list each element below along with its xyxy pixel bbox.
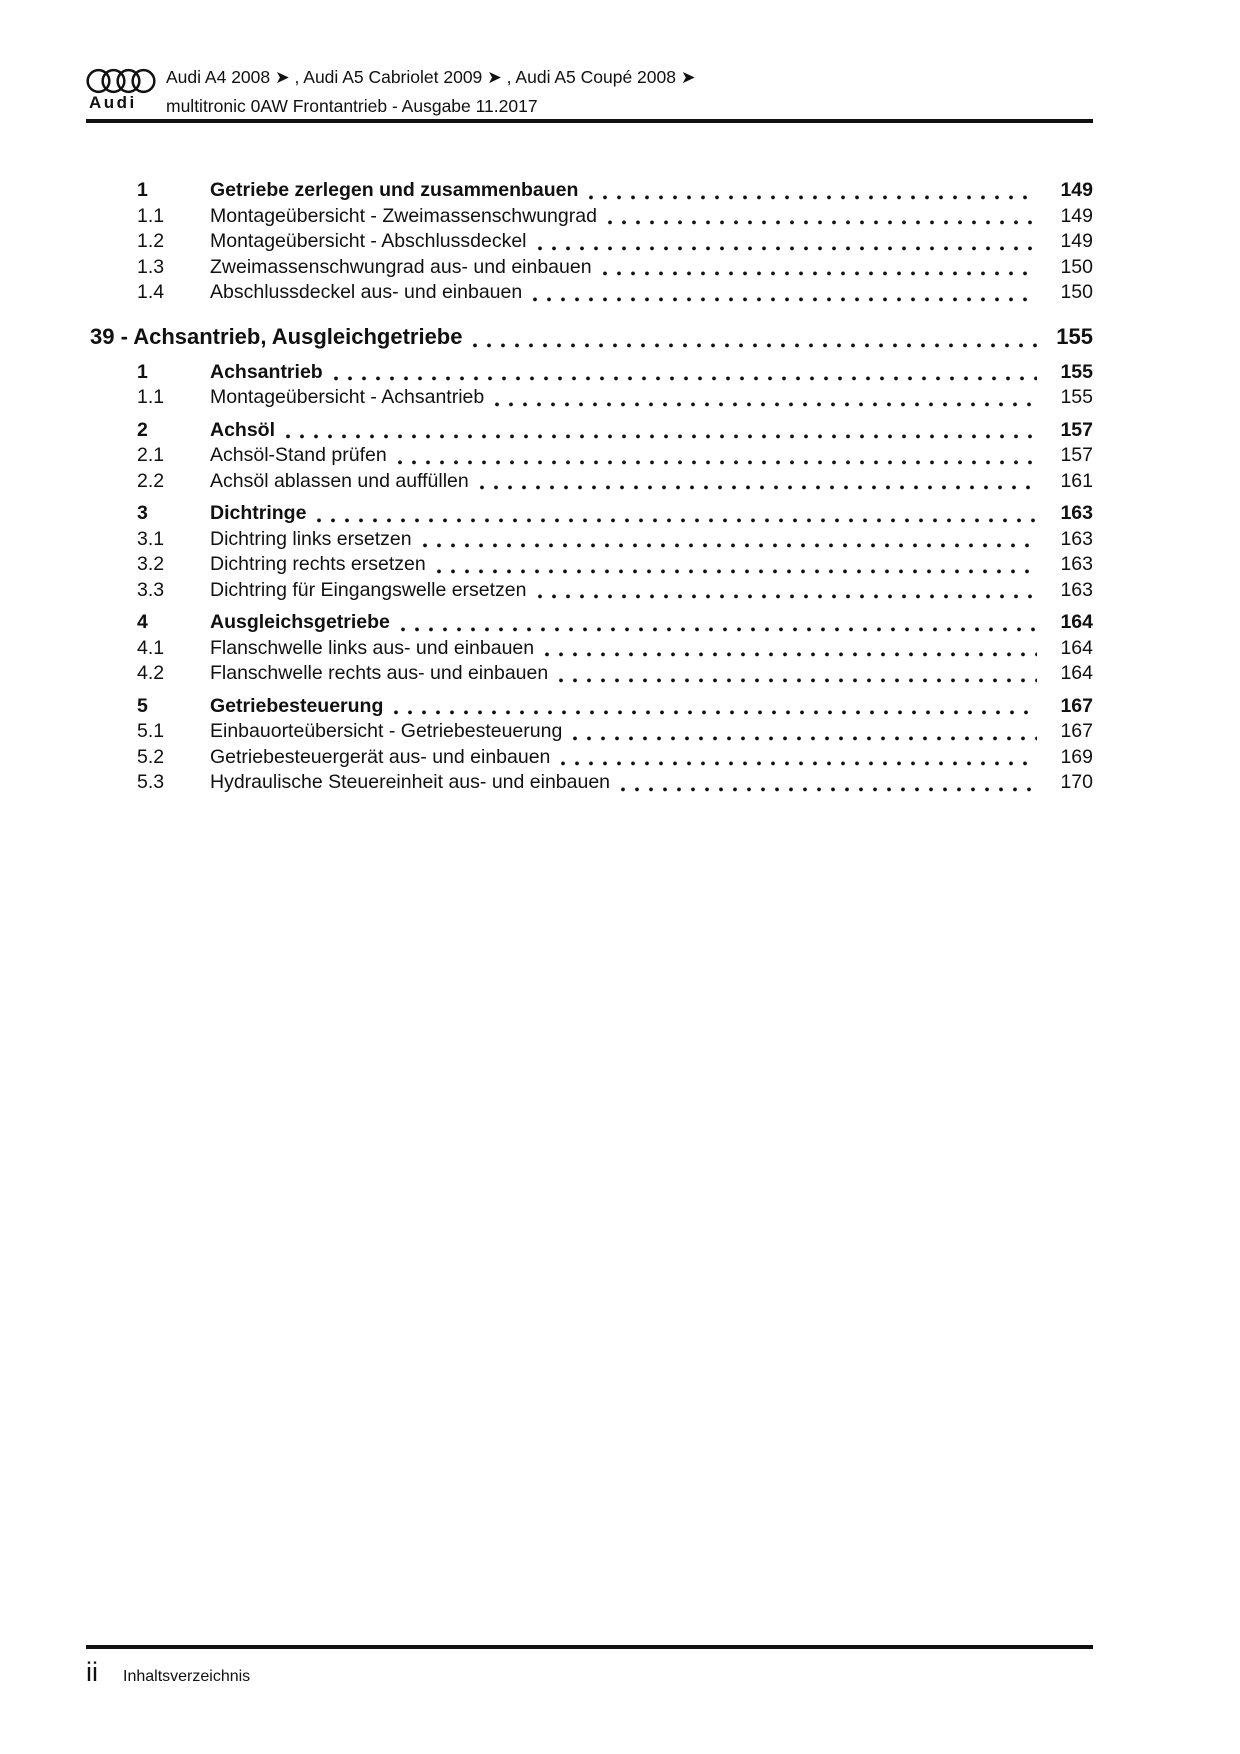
toc-entry-title: Montageübersicht - Abschlussdeckel xyxy=(210,230,527,252)
toc xyxy=(86,123,1093,796)
toc-entry-number: 5.1 xyxy=(137,720,165,742)
toc-entry xyxy=(86,694,1093,720)
toc-entry xyxy=(86,229,1093,255)
toc-entry-page: 157 xyxy=(1060,444,1093,466)
dot-leader xyxy=(559,678,1037,683)
dot-leader xyxy=(317,518,1037,523)
dot-leader xyxy=(437,569,1037,574)
dot-leader xyxy=(589,195,1037,200)
toc-entry-title: Ausgleichsgetriebe xyxy=(210,611,390,633)
audi-rings-icon xyxy=(86,68,164,94)
toc-entry-title: Achsantrieb xyxy=(210,360,323,383)
toc-entry xyxy=(86,719,1093,745)
dot-leader xyxy=(545,652,1037,657)
toc-entry-number: 1.3 xyxy=(137,255,165,278)
toc-entry-number: 2 xyxy=(137,418,148,441)
toc-entry xyxy=(86,280,1093,306)
toc-entry-page: 164 xyxy=(1060,636,1093,659)
toc-entry xyxy=(86,527,1093,553)
toc-entry-title: Montageübersicht - Zweimassenschwungrad xyxy=(210,204,597,227)
toc-entry-title: 39 - Achsantrieb, Ausgleichgetriebe xyxy=(90,323,463,349)
dot-leader xyxy=(480,485,1037,490)
dot-leader xyxy=(286,434,1037,439)
header-edition-line: multitronic 0AW Frontantrieb - Ausgabe 11.2017 xyxy=(166,96,538,116)
toc-entry-number: 1.1 xyxy=(137,204,165,227)
toc-entry-page: 150 xyxy=(1060,281,1093,303)
toc-entry-title: Dichtring rechts ersetzen xyxy=(210,553,426,575)
toc-entry-title: Dichtring für Eingangswelle ersetzen xyxy=(210,578,527,601)
toc-entry-page: 163 xyxy=(1060,527,1093,550)
footer-text xyxy=(86,1655,1093,1689)
toc-entry-title: Flanschwelle rechts aus- und einbauen xyxy=(210,662,549,684)
toc-entry-title: Achsöl-Stand prüfen xyxy=(210,444,387,466)
toc-entry-number: 4 xyxy=(137,611,148,633)
toc-entry xyxy=(86,320,1093,353)
dot-leader xyxy=(423,543,1037,548)
toc-entry-page: 170 xyxy=(1060,771,1093,793)
toc-entry-number: 3 xyxy=(137,502,148,524)
toc-entry-page: 149 xyxy=(1060,179,1093,201)
toc-entry-title: Abschlussdeckel aus- und einbauen xyxy=(210,281,523,303)
toc-entry-page: 164 xyxy=(1060,611,1093,633)
toc-entry xyxy=(86,661,1093,687)
page-footer xyxy=(86,1645,1093,1689)
toc-entry-page: 149 xyxy=(1060,230,1093,252)
toc-entry-number: 5.2 xyxy=(137,745,165,768)
toc-entry-page: 150 xyxy=(1060,255,1093,278)
dot-leader xyxy=(538,594,1038,599)
dot-leader xyxy=(538,246,1037,251)
toc-entry xyxy=(86,636,1093,662)
toc-entry-page: 149 xyxy=(1060,204,1093,227)
dot-leader xyxy=(608,220,1037,225)
toc-entry-number: 3.1 xyxy=(137,527,165,550)
dot-leader xyxy=(533,297,1037,302)
toc-entry xyxy=(86,418,1093,444)
toc-entry-title: Hydraulische Steuereinheit aus- und einbauen xyxy=(210,771,611,793)
toc-entry xyxy=(86,469,1093,495)
dot-leader xyxy=(495,402,1037,407)
dot-leader xyxy=(394,710,1037,715)
dot-leader xyxy=(401,627,1037,632)
toc-entry-title: Flanschwelle links aus- und einbauen xyxy=(210,636,535,659)
toc-entry xyxy=(86,552,1093,578)
toc-entry-title: Dichtring links ersetzen xyxy=(210,527,412,550)
toc-entry-page: 155 xyxy=(1056,323,1093,349)
footer-page-number: ii xyxy=(86,1657,98,1687)
toc-entry xyxy=(86,178,1093,204)
toc-entry xyxy=(86,610,1093,636)
toc-entry-number: 5 xyxy=(137,694,148,717)
toc-entry xyxy=(86,770,1093,796)
toc-entry-title: Getriebesteuergerät aus- und einbauen xyxy=(210,745,551,768)
dot-leader xyxy=(573,736,1037,741)
toc-entry-number: 1.4 xyxy=(137,281,165,303)
toc-entry-title: Getriebesteuerung xyxy=(210,694,384,717)
toc-entry xyxy=(86,385,1093,411)
toc-entry-page: 163 xyxy=(1060,502,1093,524)
toc-entry xyxy=(86,578,1093,604)
toc-entry xyxy=(86,745,1093,771)
toc-entry-number: 2.1 xyxy=(137,444,165,466)
toc-entry xyxy=(86,204,1093,230)
toc-entry-title: Getriebe zerlegen und zusammenbauen xyxy=(210,179,579,201)
dot-leader xyxy=(561,761,1037,766)
toc-entry-number: 3.2 xyxy=(137,553,165,575)
toc-entry-title: Achsöl ablassen und auffüllen xyxy=(210,469,469,492)
toc-entry-page: 161 xyxy=(1060,469,1093,492)
header-text xyxy=(166,63,696,121)
page-header xyxy=(0,0,1240,123)
toc-entry-title: Dichtringe xyxy=(210,502,307,524)
toc-entry-page: 167 xyxy=(1060,694,1093,717)
dot-leader xyxy=(398,460,1037,465)
toc-entry xyxy=(86,443,1093,469)
toc-entry-number: 1 xyxy=(137,179,148,201)
footer-rule xyxy=(86,1645,1093,1649)
audi-wordmark: Audi xyxy=(89,93,137,112)
toc-entry-number: 1.2 xyxy=(137,230,165,252)
toc-entry-page: 169 xyxy=(1060,745,1093,768)
toc-entry-title: Zweimassenschwungrad aus- und einbauen xyxy=(210,255,592,278)
toc-entry-number: 2.2 xyxy=(137,469,165,492)
dot-leader xyxy=(603,271,1037,276)
toc-entry-page: 163 xyxy=(1060,553,1093,575)
toc-entry-title: Einbauorteübersicht - Getriebesteuerung xyxy=(210,720,563,742)
toc-entry xyxy=(86,255,1093,281)
toc-entry-page: 164 xyxy=(1060,662,1093,684)
toc-entry xyxy=(86,501,1093,527)
dot-leader xyxy=(334,376,1037,381)
toc-entry-number: 1.1 xyxy=(137,386,165,408)
toc-entry-page: 163 xyxy=(1060,578,1093,601)
toc-entry-title: Montageübersicht - Achsantrieb xyxy=(210,386,485,408)
toc-entry-page: 155 xyxy=(1060,360,1093,383)
toc-entry-number: 1 xyxy=(137,360,148,383)
toc-entry-page: 155 xyxy=(1060,386,1093,408)
toc-entry-number: 3.3 xyxy=(137,578,165,601)
audi-logo xyxy=(86,68,164,110)
footer-label: Inhaltsverzeichnis xyxy=(123,1668,251,1685)
toc-entry-number: 4.1 xyxy=(137,636,165,659)
header-model-line: Audi A4 2008 ➤ , Audi A5 Cabriolet 2009 ➤ , Audi A5 Coupé 2008 ➤ xyxy=(166,67,696,87)
toc-entry-title: Achsöl xyxy=(210,418,276,441)
toc-entry-number: 4.2 xyxy=(137,662,165,684)
dot-leader xyxy=(621,787,1037,792)
toc-entry-page: 157 xyxy=(1060,418,1093,441)
toc-entry xyxy=(86,360,1093,386)
toc-entry-number: 5.3 xyxy=(137,771,165,793)
dot-leader xyxy=(473,343,1037,348)
toc-entry-page: 167 xyxy=(1060,720,1093,742)
